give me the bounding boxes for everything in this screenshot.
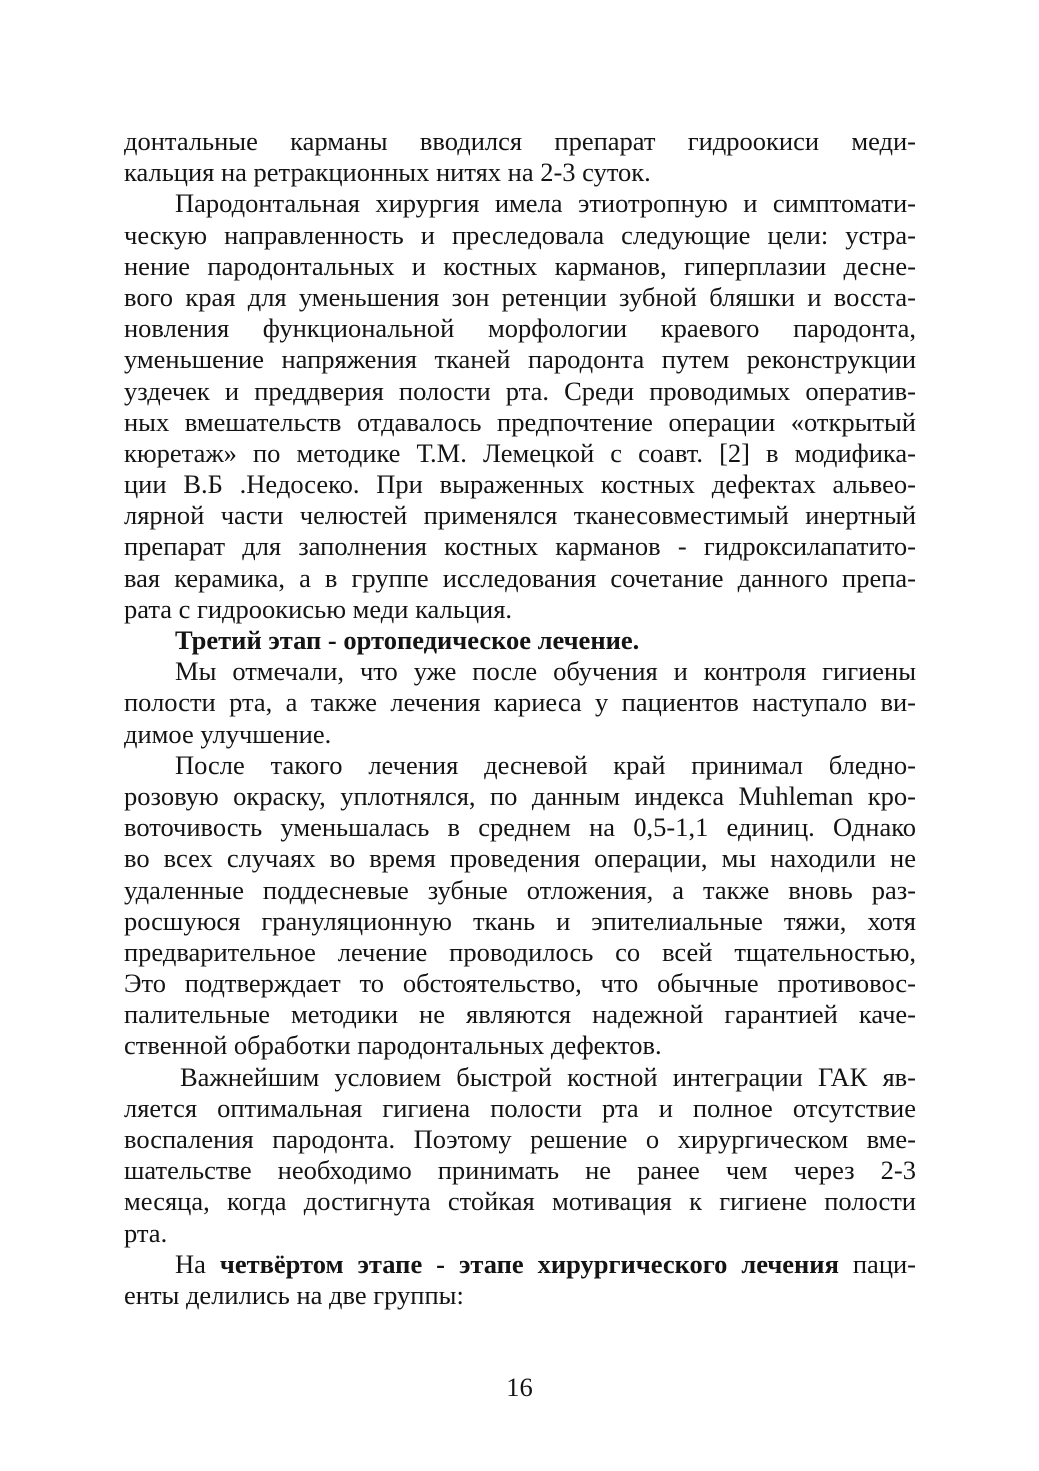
text-line: енты делились на две группы: xyxy=(124,1279,464,1310)
text-line: После такого лечения десневой край принимал бледно- xyxy=(175,749,916,780)
text-line: ции В.Б .Недосеко. При выраженных костных дефектах альвео- xyxy=(124,469,916,500)
text-line: вого края для уменьшения зон ретенции зубной бляшки и восста- xyxy=(124,281,916,312)
text-line: рата с гидроокисью меди кальция. xyxy=(124,593,513,624)
text-line: во всех случаях во время проведения операции, мы находили не xyxy=(124,843,916,874)
paragraph-5 xyxy=(124,1062,916,1249)
text-line: ческую направленность и преследовала следующие цели: устра- xyxy=(124,219,916,250)
text-line: шательстве необходимо принимать не ранее чем через 2-3 xyxy=(124,1155,916,1186)
text-line: полости рта, а также лечения кариеса у пациентов наступало ви- xyxy=(124,687,916,718)
page-number: 16 xyxy=(506,1372,533,1402)
text-line: предварительное лечение проводилось со всей тщательностью, xyxy=(124,936,916,967)
text-line xyxy=(124,1249,916,1280)
text-line: донтальные карманы вводился препарат гидроокиси меди- xyxy=(124,126,916,156)
text-line: Это подтверждает то обстоятельство, что обычные противовос- xyxy=(124,968,916,999)
text-line: кальция на ретракционных нитях на 2-3 суток. xyxy=(124,157,651,188)
paragraph-1 xyxy=(124,126,916,188)
text-line: месяца, когда достигнута стойкая мотивация к гигиене полости xyxy=(124,1186,916,1217)
paragraph-4 xyxy=(124,750,916,1062)
text-line: Важнейшим условием быстрой костной интеграции ГАК яв- xyxy=(180,1061,916,1092)
text-line: воспаления пародонта. Поэтому решение о хирургическом вме- xyxy=(124,1124,916,1154)
paragraph-3 xyxy=(124,656,916,750)
text-line: новления функциональной морфологии краевого пародонта, xyxy=(124,313,916,344)
line-prefix: На xyxy=(175,1248,206,1279)
text-line: нение пародонтальных и костных карманов, гиперплазии десне- xyxy=(124,250,916,281)
body-text xyxy=(124,126,916,1311)
paragraph-6 xyxy=(124,1249,916,1311)
text-line: ляется оптимальная гигиена полости рта и полное отсутствие xyxy=(124,1092,916,1123)
text-line: палительные методики не являются надежной гарантией каче- xyxy=(124,999,916,1030)
text-line: рта. xyxy=(124,1217,168,1248)
bold-phrase: четвёртом этапе - этапе хирургического лечения xyxy=(219,1248,839,1279)
text-line: кюретаж» по методике Т.М. Лемецкой с соавт. [2] в модифика- xyxy=(124,437,916,468)
text-line: димое улучшение. xyxy=(124,718,332,749)
text-line: вая керамика, а в группе исследования сочетание данного препа- xyxy=(124,562,916,593)
text-line: росшуюся грануляционную ткань и эпителиальные тяжи, хотя xyxy=(124,905,916,936)
text-line: удаленные поддесневые зубные отложения, а также вновь раз- xyxy=(124,874,916,905)
line-suffix: паци- xyxy=(852,1248,917,1279)
section-heading: Третий этап - ортопедическое лечение. xyxy=(175,625,640,655)
text-line: Пародонтальная хирургия имела этиотропную и симптомати- xyxy=(175,188,916,219)
text-line: Мы отмечали, что уже после обучения и контроля гигиены xyxy=(175,656,916,687)
text-line: воточивость уменьшалась в среднем на 0,5-1,1 единиц. Однако xyxy=(124,812,916,843)
text-line: розовую окраску, уплотнялся, по данным индекса Muhleman кро- xyxy=(124,780,916,811)
text-line: ственной обработки пародонтальных дефектов. xyxy=(124,1030,662,1061)
text-line: лярной части челюстей применялся тканесовместимый инертный xyxy=(124,500,916,531)
text-line: уздечек и преддверия полости рта. Среди проводимых оператив- xyxy=(124,375,916,406)
text-line: препарат для заполнения костных карманов - гидроксилапатито- xyxy=(124,531,916,562)
text-line: уменьшение напряжения тканей пародонта путем реконструкции xyxy=(124,344,916,375)
paragraph-2 xyxy=(124,188,916,625)
text-line: ных вмешательств отдавалось предпочтение операции «открытый xyxy=(124,406,916,437)
